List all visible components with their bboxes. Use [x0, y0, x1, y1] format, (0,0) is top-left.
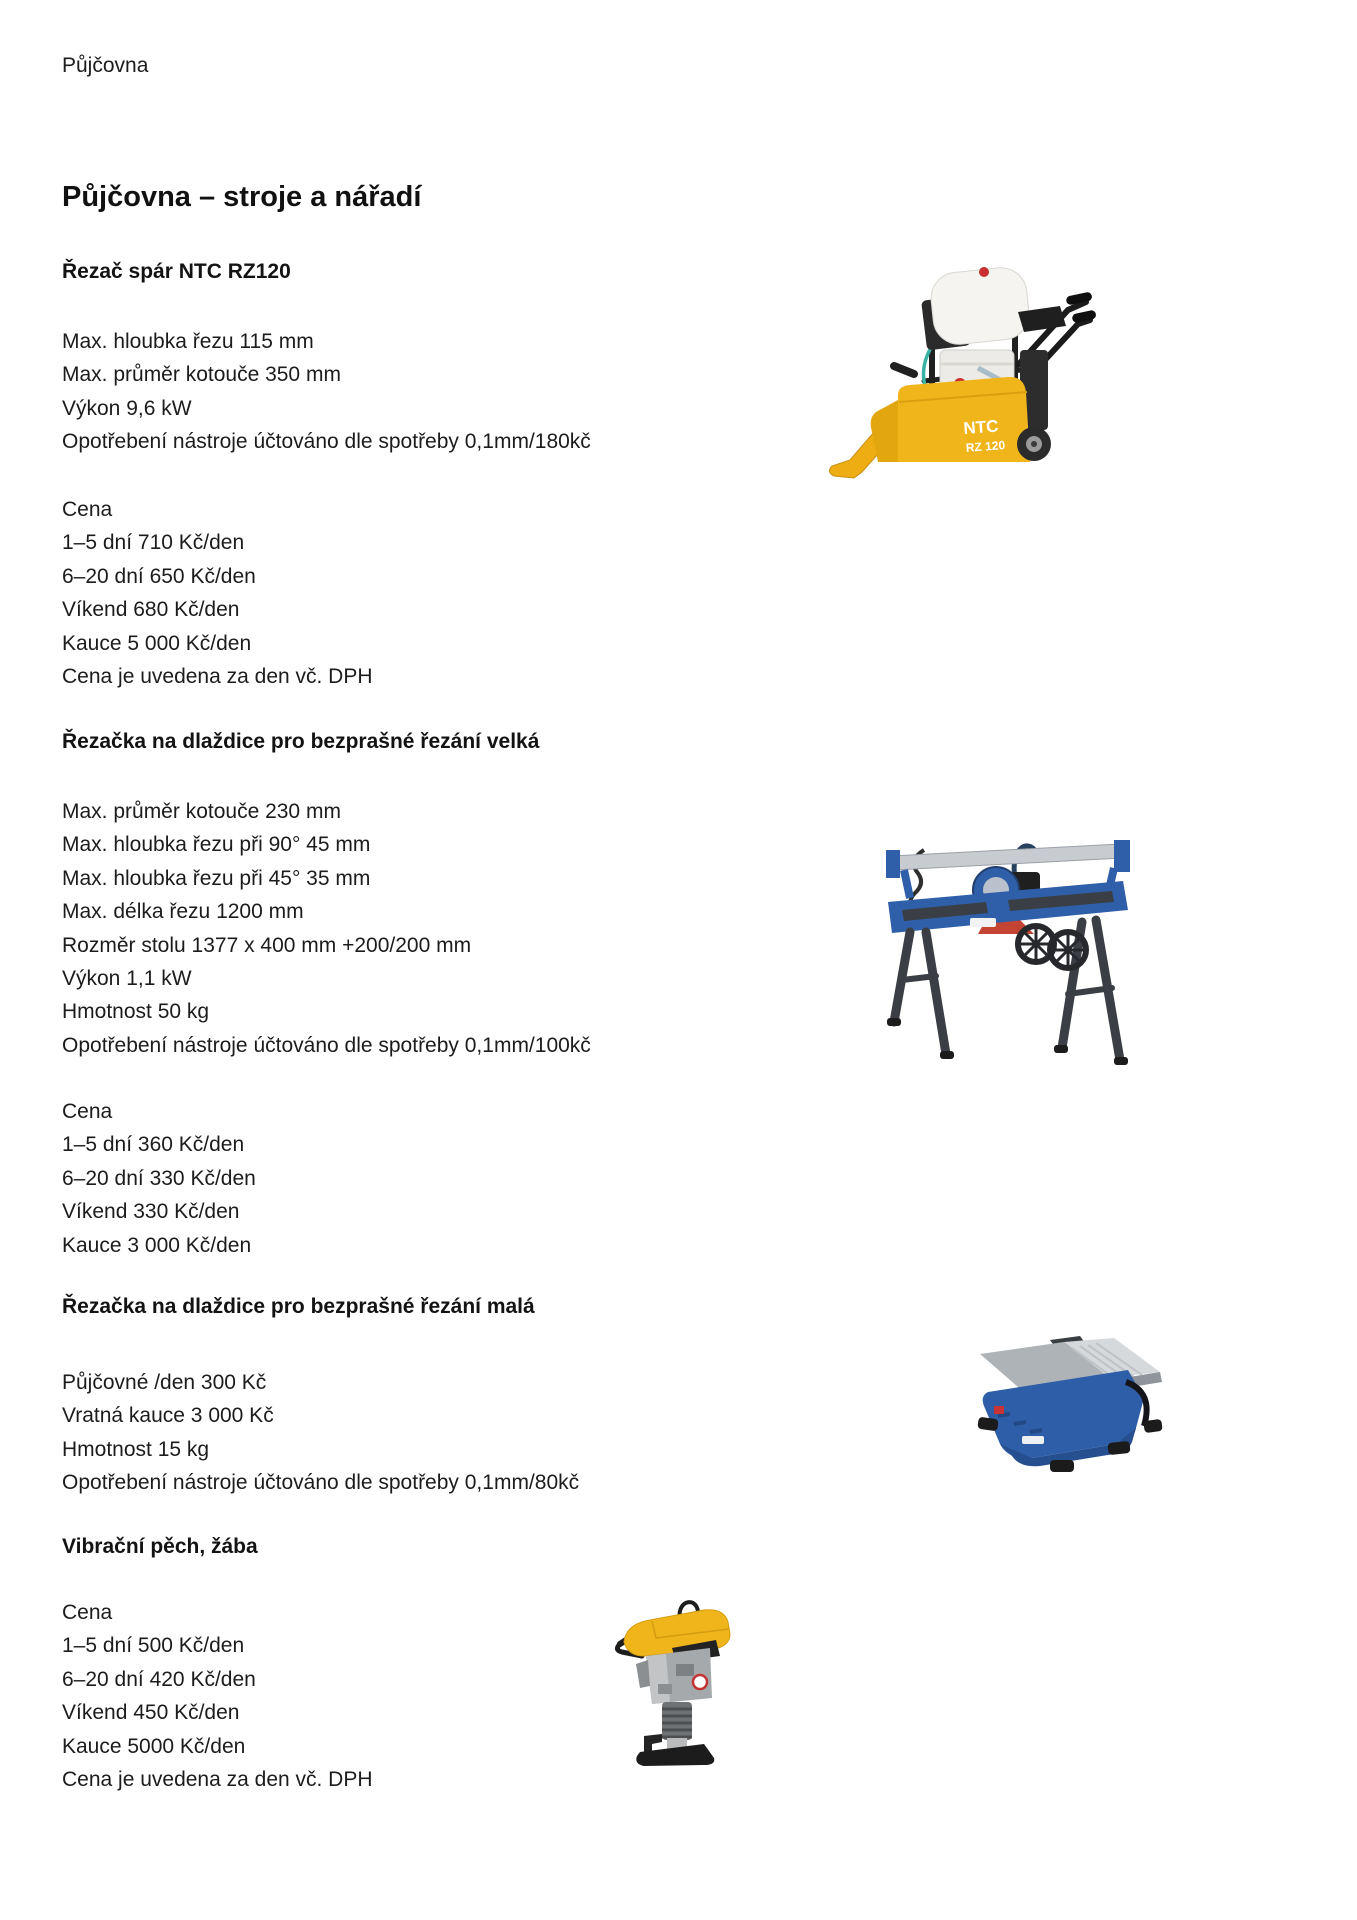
price-line: Cena	[62, 1601, 113, 1624]
section-3-heading: Řezačka na dlaždice pro bezprašné řezání malá	[62, 1295, 535, 1318]
spec-line: Opotřebení nástroje účtováno dle spotřeby 0,1mm/100kč	[62, 1033, 591, 1057]
machine-body	[871, 377, 1030, 462]
price-line: Cena	[62, 1100, 113, 1123]
section-1-specs	[62, 325, 591, 459]
engine-block	[636, 1648, 712, 1704]
leg-feet	[887, 1018, 1128, 1065]
bellows	[662, 1702, 692, 1740]
tile-saw-large-image	[884, 832, 1134, 1066]
price-line: Cena je uvedena za den vč. DPH	[62, 665, 373, 689]
spec-line: Výkon 1,1 kW	[62, 967, 192, 991]
spec-line: Max. průměr kotouče 230 mm	[62, 800, 341, 823]
water-tank	[928, 265, 1031, 347]
spec-line: Max. průměr kotouče 350 mm	[62, 363, 341, 387]
price-line: Víkend 680 Kč/den	[62, 598, 240, 622]
spec-line: Půjčovné /den 300 Kč	[62, 1371, 267, 1394]
spec-line: Max. délka řezu 1200 mm	[62, 900, 304, 924]
price-line: Cena je uvedena za den vč. DPH	[62, 1768, 373, 1792]
spec-line: Max. hloubka řezu při 45° 35 mm	[62, 866, 371, 890]
spec-line: Opotřebení nástroje účtováno dle spotřeby 0,1mm/80kč	[62, 1471, 580, 1495]
price-line: 6–20 dní 330 Kč/den	[62, 1166, 256, 1190]
spec-line: Výkon 9,6 kW	[62, 396, 192, 420]
rammer-photo	[612, 1592, 738, 1772]
price-line: Kauce 5 000 Kč/den	[62, 631, 252, 655]
spec-line: Max. hloubka řezu 115 mm	[62, 330, 314, 353]
floor-saw-image	[828, 250, 1098, 480]
price-line: Cena	[62, 498, 113, 521]
spec-line: Rozměr stolu 1377 x 400 mm +200/200 mm	[62, 933, 472, 957]
price-line: Kauce 3 000 Kč/den	[62, 1233, 252, 1257]
page-header: Půjčovna	[62, 54, 149, 77]
page-title: Půjčovna – stroje a nářadí	[62, 181, 422, 213]
section-1-prices	[62, 493, 373, 693]
section-2-prices	[62, 1095, 256, 1262]
tile-saw-small-image	[968, 1328, 1173, 1476]
machine-model-label: RZ 120	[965, 438, 1006, 455]
rammer-image	[612, 1592, 738, 1772]
section-3-specs	[62, 1366, 579, 1500]
price-line: Kauce 5000 Kč/den	[62, 1734, 246, 1758]
tile-saw-large-photo	[884, 832, 1134, 1066]
section-2-specs	[62, 795, 591, 1062]
price-line: 1–5 dní 710 Kč/den	[62, 531, 245, 555]
price-line: 6–20 dní 650 Kč/den	[62, 564, 256, 588]
spec-line: Opotřebení nástroje účtováno dle spotřeby 0,1mm/180kč	[62, 430, 591, 454]
price-line: Víkend 450 Kč/den	[62, 1701, 240, 1725]
price-line: Víkend 330 Kč/den	[62, 1200, 240, 1224]
spec-line: Hmotnost 15 kg	[62, 1437, 210, 1461]
price-line: 1–5 dní 360 Kč/den	[62, 1133, 245, 1157]
section-4-prices	[62, 1596, 373, 1796]
spec-line: Max. hloubka řezu při 90° 45 mm	[62, 833, 371, 857]
spec-line: Hmotnost 50 kg	[62, 1000, 210, 1024]
price-line: 6–20 dní 420 Kč/den	[62, 1667, 256, 1691]
section-4-heading: Vibrační pěch, žába	[62, 1535, 258, 1558]
tile-saw-small-photo	[968, 1328, 1173, 1476]
spec-line: Vratná kauce 3 000 Kč	[62, 1404, 274, 1428]
step-bracket	[644, 1734, 662, 1752]
section-1-heading: Řezač spár NTC RZ120	[62, 260, 291, 283]
price-line: 1–5 dní 500 Kč/den	[62, 1634, 245, 1658]
section-2-heading: Řezačka na dlaždice pro bezprašné řezání velká	[62, 730, 540, 753]
machine-brand-label: NTC	[962, 416, 1000, 438]
floor-saw-photo	[828, 250, 1098, 480]
wheel	[1017, 427, 1051, 461]
